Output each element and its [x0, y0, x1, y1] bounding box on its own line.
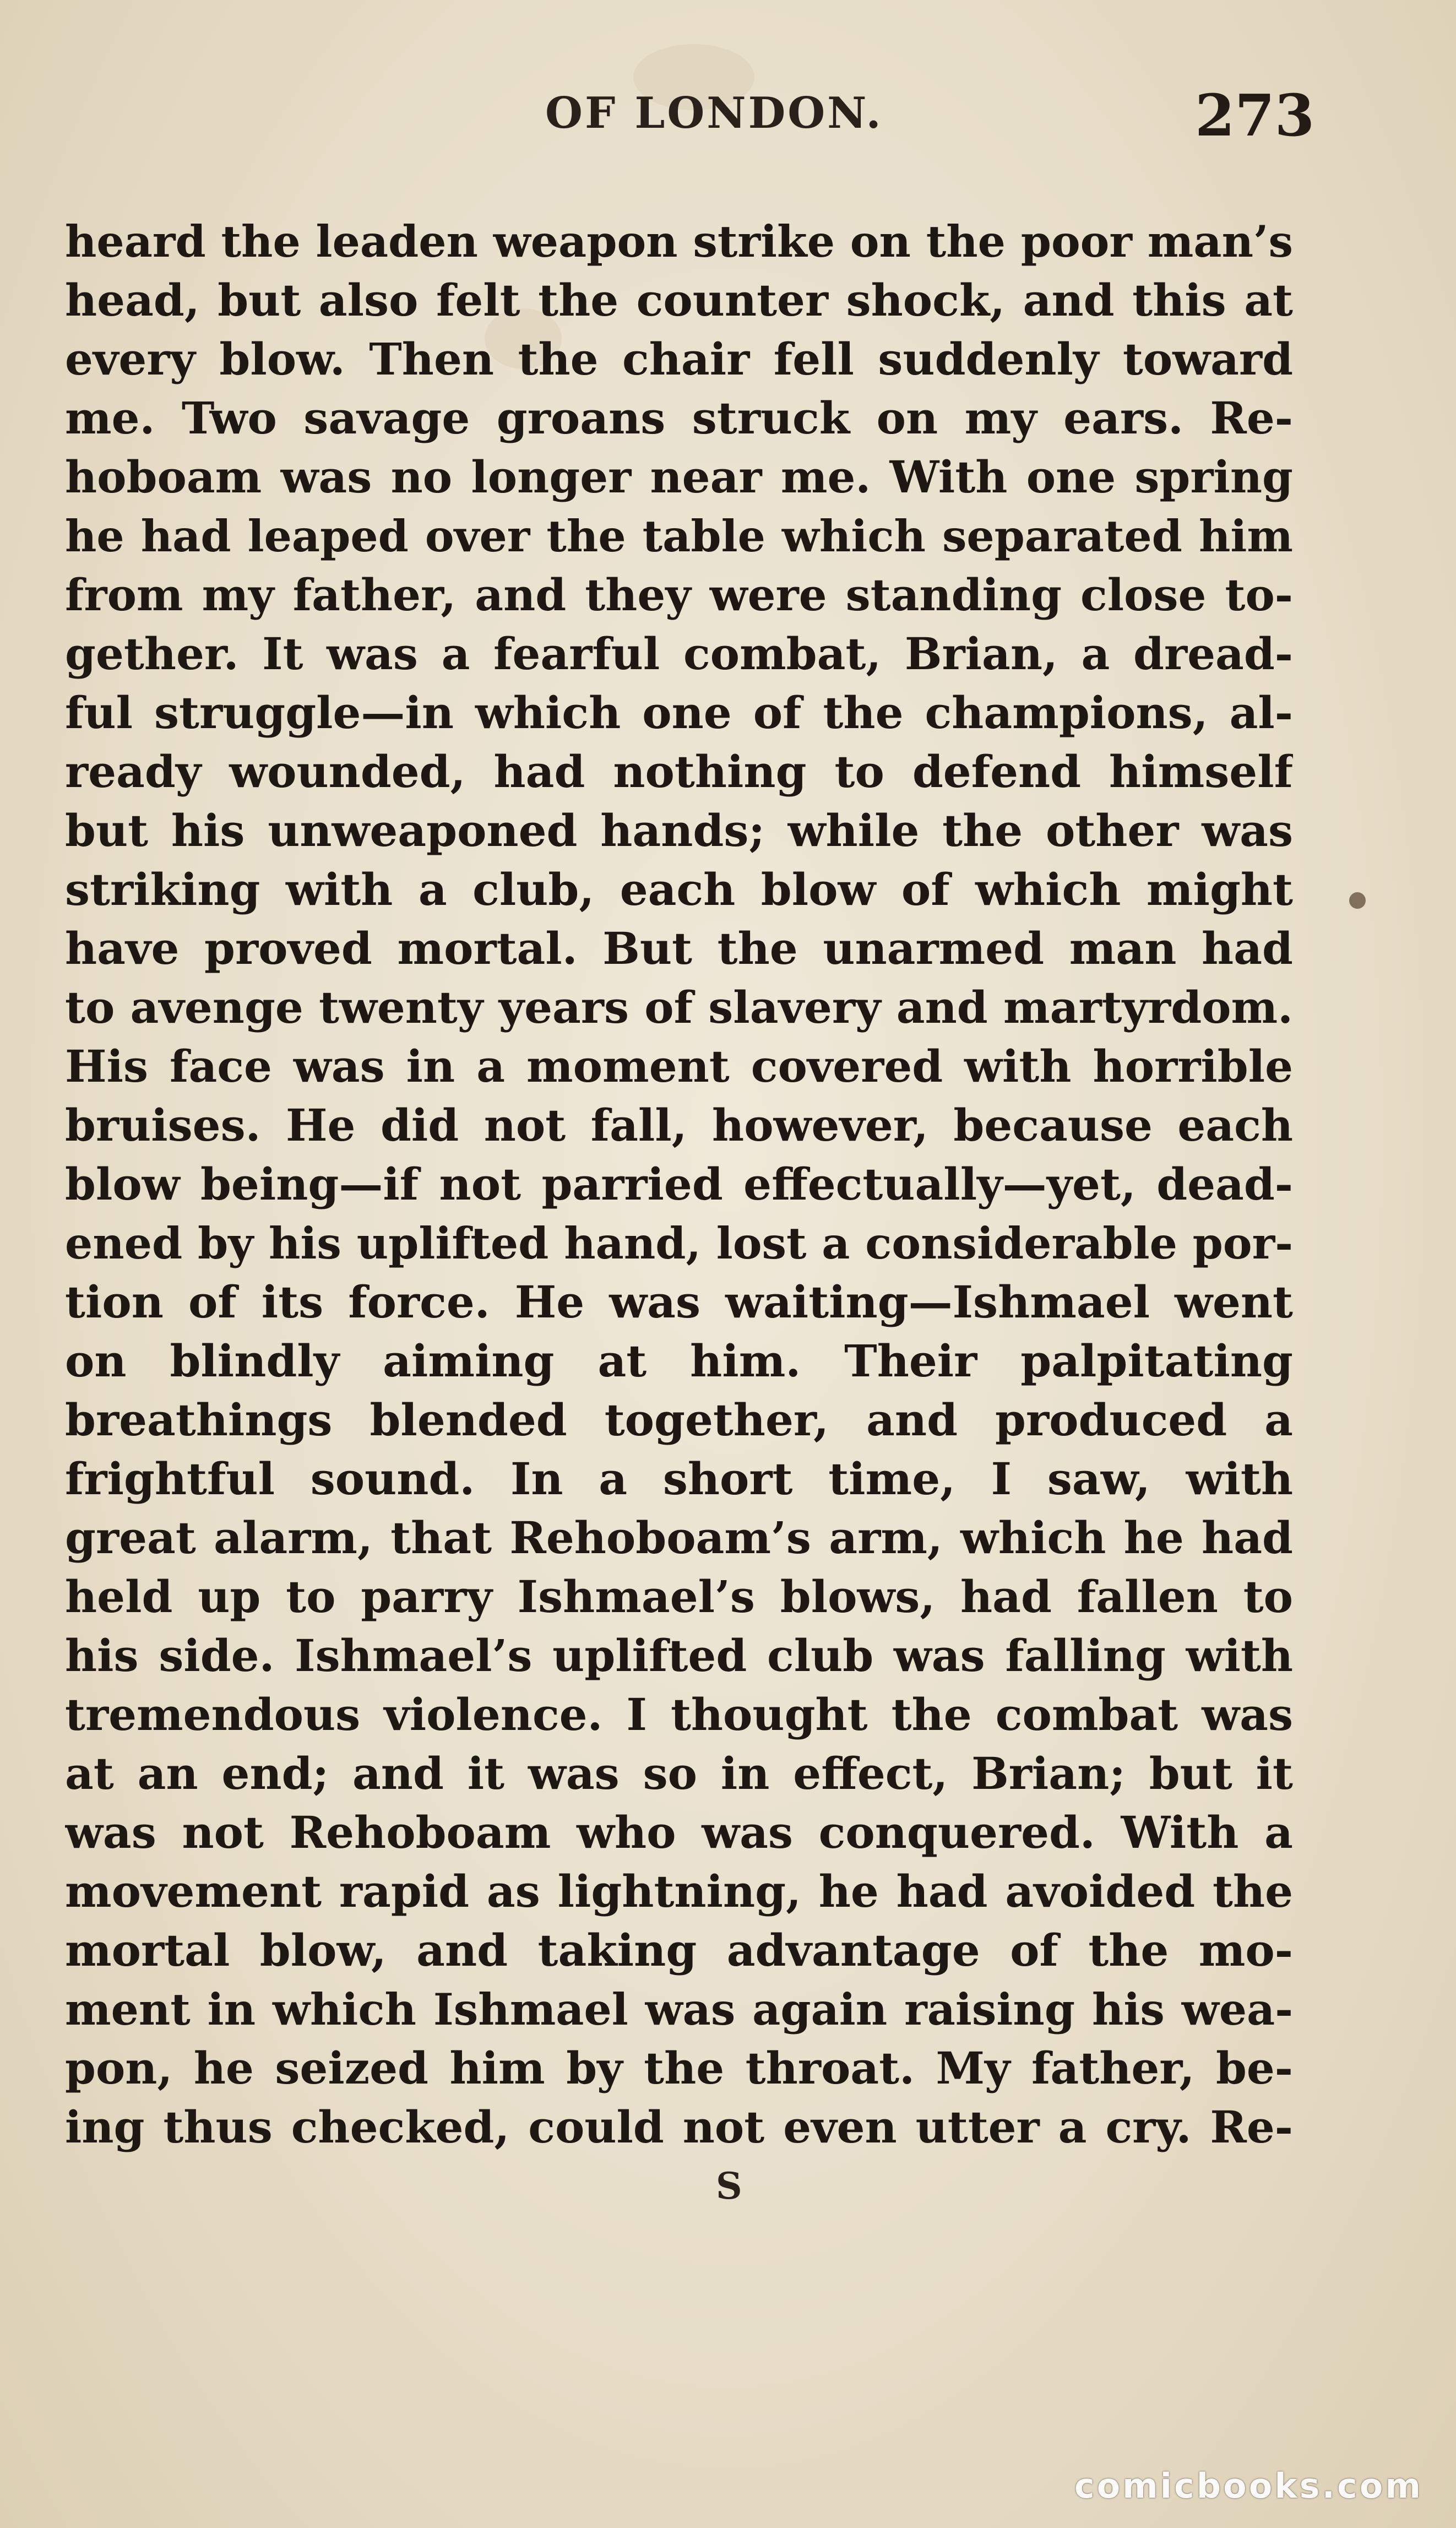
- text-line: movement rapid as lightning, he had avoided the: [65, 1865, 1293, 1917]
- text-line: gether. It was a fearful combat, Brian, a dread-: [65, 628, 1293, 680]
- text-line: to avenge twenty years of slavery and martyrdom.: [65, 981, 1293, 1033]
- text-line: ment in which Ishmael was again raising his wea-: [65, 1984, 1293, 2035]
- text-line: was not Rehoboam who was conquered. With a: [65, 1807, 1293, 1858]
- text-line: pon, he seized him by the throat. My father, be-: [65, 2042, 1293, 2094]
- text-line: but his unweaponed hands; while the other was: [65, 805, 1293, 856]
- text-line: ful struggle—in which one of the champions, al-: [65, 687, 1293, 739]
- text-line: on blindly aiming at him. Their palpitating: [65, 1335, 1293, 1387]
- text-line: heard the leaden weapon strike on the poor man’s: [65, 216, 1293, 267]
- text-line: every blow. Then the chair fell suddenly toward: [65, 333, 1293, 385]
- text-line: bruises. He did not fall, however, because each: [65, 1099, 1293, 1151]
- running-head: OF LONDON.: [545, 88, 883, 138]
- text-line: his side. Ishmael’s uplifted club was falling with: [65, 1630, 1293, 1681]
- text-line: breathings blended together, and produced a: [65, 1394, 1293, 1446]
- text-line: mortal blow, and taking advantage of the mo-: [65, 1924, 1293, 1976]
- signature-mark: S: [716, 2164, 742, 2207]
- text-line: hoboam was no longer near me. With one spring: [65, 451, 1293, 503]
- text-line: tion of its force. He was waiting—Ishmael went: [65, 1276, 1293, 1328]
- page-number: 273: [1195, 82, 1315, 149]
- text-line: striking with a club, each blow of which might: [65, 864, 1293, 915]
- text-line: blow being—if not parried effectually—yet, dead-: [65, 1158, 1293, 1210]
- text-line: ened by his uplifted hand, lost a considerable por-: [65, 1218, 1293, 1269]
- body-text: [65, 212, 1293, 2157]
- text-line: me. Two savage groans struck on my ears. Re-: [65, 392, 1293, 444]
- text-line: at an end; and it was so in effect, Brian; but it: [65, 1748, 1293, 1799]
- text-line: ing thus checked, could not even utter a cry. Re-: [65, 2101, 1293, 2153]
- text-line: His face was in a moment covered with horrible: [65, 1040, 1293, 1092]
- text-line: ready wounded, had nothing to defend himself: [65, 746, 1293, 798]
- text-line: he had leaped over the table which separated him: [65, 511, 1293, 562]
- watermark: comicbooks.com: [1074, 2466, 1423, 2506]
- text-line: tremendous violence. I thought the combat was: [65, 1689, 1293, 1740]
- text-line: frightful sound. In a short time, I saw, with: [65, 1453, 1293, 1505]
- text-line: head, but also felt the counter shock, and this at: [65, 274, 1293, 326]
- text-line: held up to parry Ishmael’s blows, had fallen to: [65, 1571, 1293, 1623]
- text-line: great alarm, that Rehoboam’s arm, which he had: [65, 1512, 1293, 1564]
- text-line: from my father, and they were standing close to-: [65, 569, 1293, 621]
- ink-speck: [1349, 892, 1366, 909]
- text-line: have proved mortal. But the unarmed man had: [65, 923, 1293, 974]
